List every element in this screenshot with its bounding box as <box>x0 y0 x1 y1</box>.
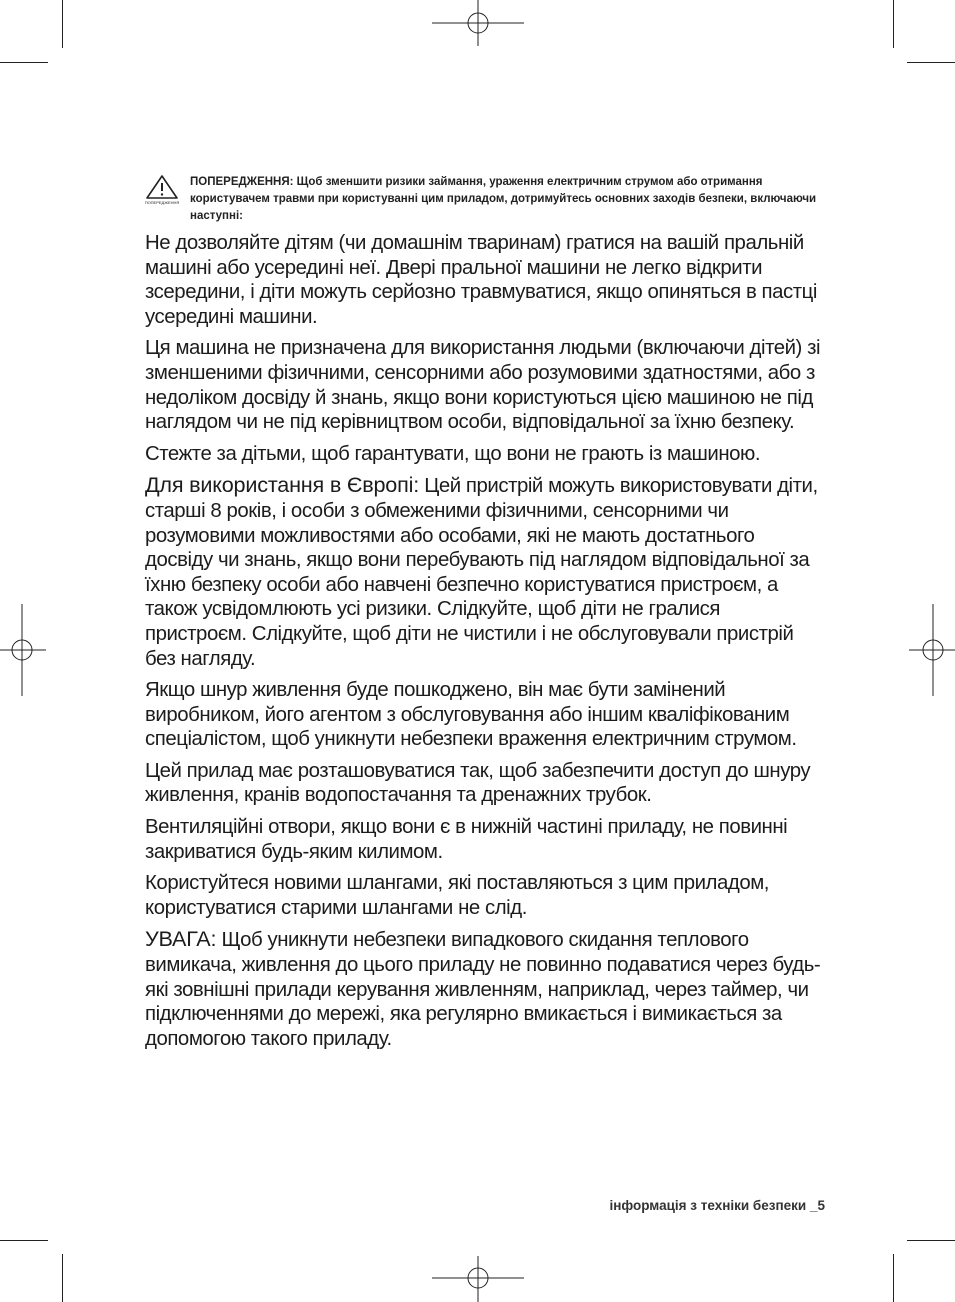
registration-mark-left <box>0 604 46 696</box>
paragraph-power-cord: Якщо шнур живлення буде пошкоджено, він має бути замінений виробником, його агентом з обслуговування або іншим кваліфікованим спеціалістом, щоб уникнути небезпеки враження електричним струмом. <box>145 679 797 751</box>
crop-mark <box>0 62 48 63</box>
caution-lead: УВАГА: <box>145 926 217 952</box>
paragraph-ventilation: Вентиляційні отвори, якщо вони є в нижній частині приладу, не повинні закриватися будь-яким килимом. <box>145 816 788 863</box>
paragraph-reduced-capabilities: Ця машина не призначена для використання людьми (включаючи дітей) зі зменшеними фізичними, сенсорними або розумовими здатностями, або з недоліком досвіду й знань, якщо вони користуються цією машиною не під наглядом чи не під керівництвом особи, відповідальної за їхню безпеку. <box>145 337 821 434</box>
europe-text: Цей пристрій можуть використовувати діти, старші 8 років, і особи з обмеженими фізичними, сенсорними чи розумовими можливостями або особами, які не мають достатнього досвіду чи знань, якщо вони перебувають під наглядом відповідальної за їхню безпеку особи або навчені безпечно користуватися пристроєм, а також усвідомлюють усі ризики. Слідкуйте, щоб діти не гралися пристроєм. Слідкуйте, щоб діти не чистили і не обслуговували пристрій без нагляду. <box>145 475 818 670</box>
paragraph-europe <box>145 473 823 671</box>
page-number: _5 <box>809 1198 825 1213</box>
crop-mark <box>0 1240 48 1241</box>
crop-mark <box>62 1254 63 1302</box>
registration-mark-top <box>432 0 524 46</box>
warning-icon-wrap <box>142 174 182 210</box>
warning-body: Щоб зменшити ризики займання, ураження електричним струмом або отримання користувачем травми при користуванні цим приладом, дотримуйтесь основних заходів безпеки, включаючи наступні: <box>190 176 817 222</box>
footer-section: інформація з техніки безпеки <box>609 1198 807 1213</box>
paragraph-supervise-children: Стежте за дітьми, щоб гарантувати, що вони не грають із машиною. <box>145 442 761 465</box>
safety-body <box>145 231 823 1058</box>
paragraph-access: Цей прилад має розташовуватися так, щоб забезпечити доступ до шнуру живлення, кранів водопостачання та дренажних трубок. <box>145 759 811 807</box>
warning-triangle-icon <box>142 174 182 200</box>
paragraph-hoses: Користуйтеся новими шлангами, які поставляються з цим приладом, користуватися старими шлангами не слід. <box>145 872 770 919</box>
paragraph-caution <box>145 927 823 1051</box>
crop-mark <box>893 0 894 48</box>
registration-mark-right <box>909 604 955 696</box>
caution-text: Щоб уникнути небезпеки випадкового скидання теплового вимикача, живлення до цього приладу не повинно подаватися через будь-які зовнішні прилади керування живленням, наприклад, через таймер, чи підключеннями до мережі, яка регулярно вмикається і вимикається за допомогою такого приладу. <box>145 929 821 1050</box>
registration-mark-bottom <box>432 1256 524 1302</box>
crop-mark <box>907 62 955 63</box>
europe-lead: Для використання в Європі: <box>145 472 419 498</box>
warning-prefix: ПОПЕРЕДЖЕННЯ: <box>190 176 294 188</box>
paragraph-children-play: Не дозволяйте дітям (чи домашнім тваринам) гратися на вашій пральній машині або усередині неї. Двері пральної машини не легко відкрити зсередини, і діти можуть серйозно травмуватися, якщо опиняться в пастці усередині машини. <box>145 232 817 328</box>
crop-mark <box>893 1254 894 1302</box>
warning-text <box>190 174 820 225</box>
warning-icon-label: ПОПЕРЕДЖЕННЯ <box>144 200 180 205</box>
crop-mark <box>907 1240 955 1241</box>
crop-mark <box>62 0 63 48</box>
page-footer <box>609 1198 825 1213</box>
